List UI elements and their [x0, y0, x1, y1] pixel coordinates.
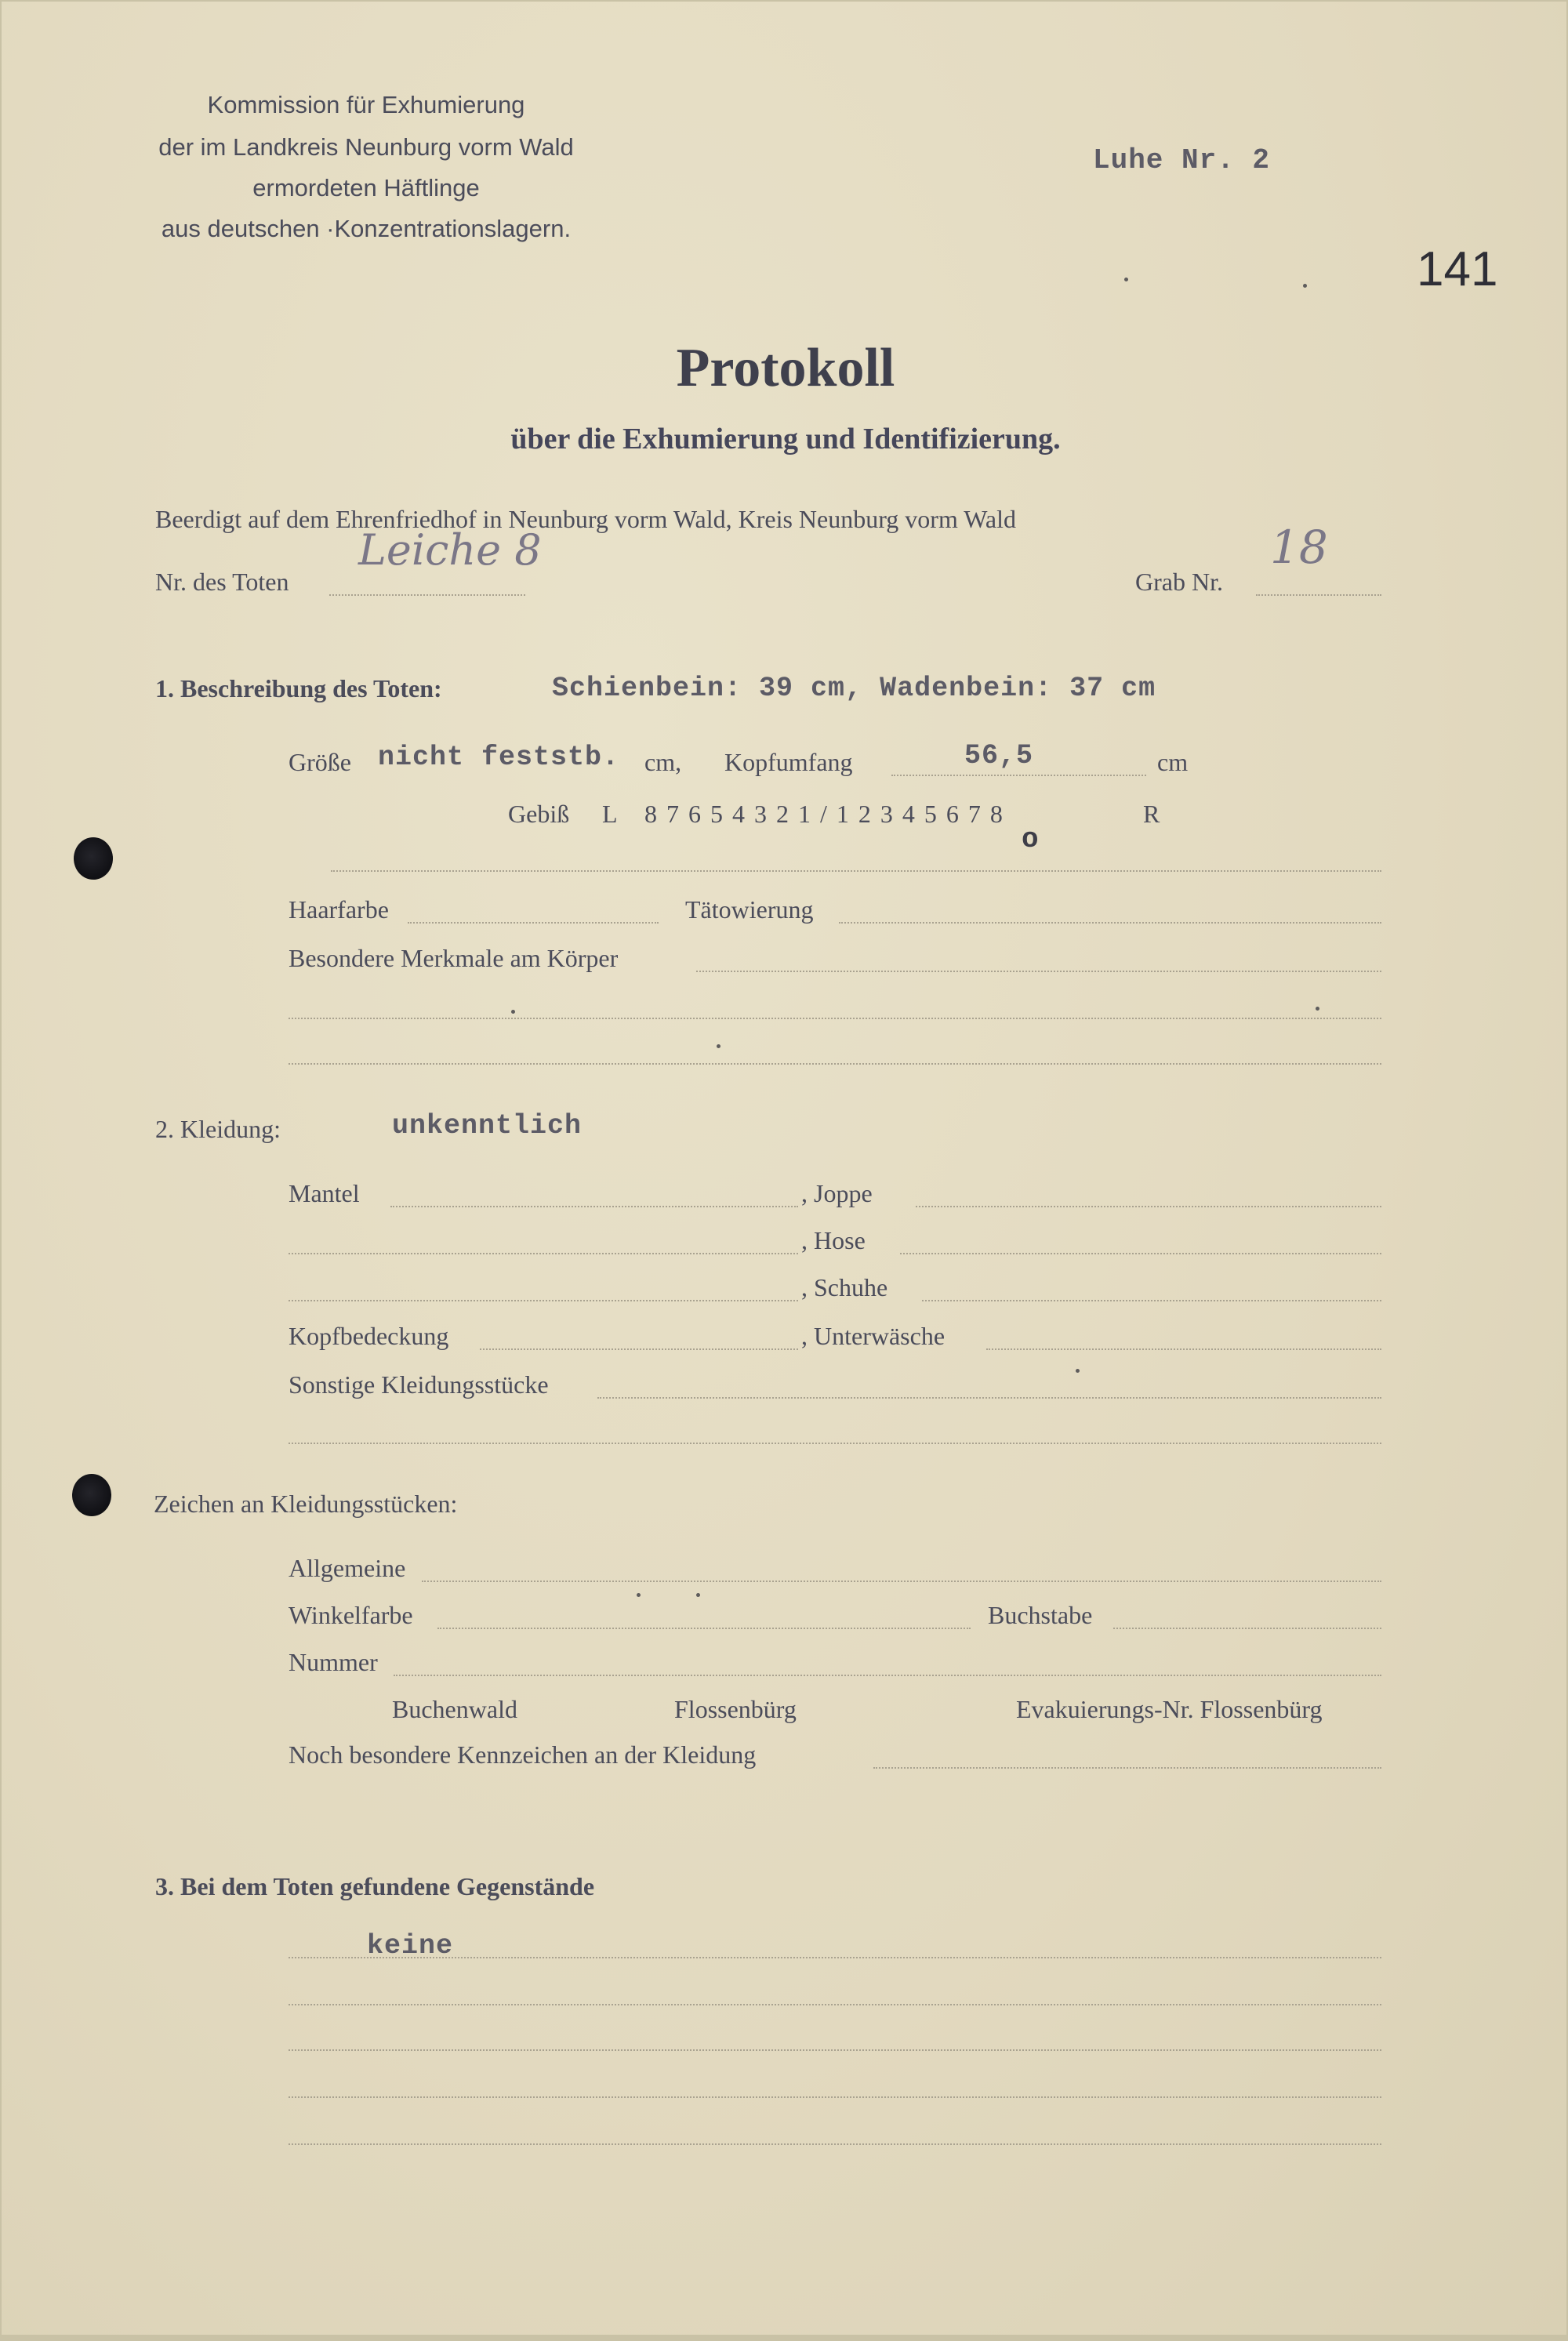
page-subtitle: über die Exhumierung und Identifizierung. [510, 423, 1061, 455]
body-features-line-2 [289, 1018, 1381, 1019]
jacket-line [916, 1206, 1381, 1207]
found-items-value: keine [367, 1930, 454, 1962]
other-marks-line [873, 1767, 1381, 1769]
section2-heading: 2. Kleidung: [155, 1115, 281, 1143]
letter-label: Buchstabe [988, 1601, 1093, 1629]
found-items-line-4 [289, 2096, 1381, 2098]
luhe-number: Luhe Nr. 2 [1093, 144, 1271, 176]
head-circumference-label: Kopfumfang [724, 748, 853, 776]
general-line [422, 1581, 1381, 1582]
trousers-line [900, 1253, 1381, 1254]
triangle-color-line [437, 1628, 971, 1629]
tattoo-line [839, 922, 1381, 924]
found-items-line-3 [289, 2049, 1381, 2051]
body-features-line [696, 971, 1381, 972]
page-number: 141 [1417, 242, 1498, 296]
underwear-label: , Unterwäsche [801, 1322, 946, 1350]
commission-line-4: aus deutschen ·Konzentrationslagern. [161, 215, 572, 242]
underwear-line [986, 1348, 1381, 1350]
section3-heading: 3. Bei dem Toten gefundene Gegenstände [155, 1872, 595, 1900]
number-line [394, 1675, 1381, 1676]
height-unit: cm, [644, 748, 682, 776]
burial-line: Beerdigt auf dem Ehrenfriedhof in Neunburg vorm Wald, Kreis Neunburg vorm Wald [155, 505, 1016, 533]
punch-hole-bottom [72, 1474, 111, 1516]
head-circumference-line [891, 775, 1146, 776]
tattoo-label: Tätowierung [685, 895, 814, 924]
triangle-color-label: Winkelfarbe [289, 1601, 413, 1629]
teeth-left: L [602, 800, 618, 828]
found-items-line-5 [289, 2143, 1381, 2145]
number-label: Nummer [289, 1648, 378, 1676]
teeth-numbers: 8 7 6 5 4 3 2 1 / 1 2 3 4 5 6 7 8 [644, 800, 1003, 828]
other-clothing-label: Sonstige Kleidungsstücke [289, 1370, 549, 1399]
flossenburg-label: Flossenbürg [674, 1695, 797, 1723]
punch-hole-top [74, 837, 113, 880]
teeth-mark: o [1022, 823, 1040, 855]
paper-speck [696, 1593, 700, 1597]
section1-description: Schienbein: 39 cm, Wadenbein: 37 cm [552, 673, 1156, 704]
page-title: Protokoll [676, 338, 895, 398]
headwear-line [480, 1348, 798, 1350]
dead-number-line [329, 594, 525, 596]
section1-heading: 1. Beschreibung des Toten: [155, 674, 442, 702]
paper-speck [1316, 1007, 1319, 1011]
commission-line-2: der im Landkreis Neunburg vorm Wald [158, 133, 574, 161]
body-features-label: Besondere Merkmale am Körper [289, 944, 619, 972]
found-items-line-2 [289, 2004, 1381, 2005]
headwear-label: Kopfbedeckung [289, 1322, 449, 1350]
paper-speck [511, 1010, 515, 1014]
head-circumference-unit: cm [1157, 748, 1189, 776]
teeth-label: Gebiß [508, 800, 570, 828]
head-circumference-value: 56,5 [964, 740, 1034, 771]
dead-number-value: Leiche 8 [358, 525, 542, 575]
paper-speck [1303, 284, 1307, 288]
height-value: nicht feststb. [378, 742, 620, 773]
general-label: Allgemeine [289, 1554, 406, 1582]
hair-color-line [408, 922, 659, 924]
coat-line-3 [289, 1300, 798, 1301]
other-marks-label: Noch besondere Kennzeichen an der Kleidung [289, 1740, 757, 1769]
shoes-line [922, 1300, 1381, 1301]
jacket-label: , Joppe [801, 1179, 873, 1207]
teeth-line [331, 870, 1381, 872]
teeth-right: R [1143, 800, 1160, 828]
grave-number-line [1256, 594, 1381, 596]
coat-label: Mantel [289, 1179, 360, 1207]
grave-number-value: 18 [1270, 521, 1328, 574]
dead-number-label: Nr. des Toten [155, 568, 289, 596]
clothing-value: unkenntlich [392, 1110, 583, 1141]
commission-line-3: ermordeten Häftlinge [252, 174, 480, 201]
coat-line [390, 1206, 798, 1207]
paper-speck [1076, 1369, 1080, 1373]
shoes-label: , Schuhe [801, 1273, 888, 1301]
paper-speck [637, 1593, 641, 1597]
buchenwald-label: Buchenwald [392, 1695, 517, 1723]
hair-color-label: Haarfarbe [289, 895, 389, 924]
grave-number-label: Grab Nr. [1135, 568, 1223, 596]
paper-speck [717, 1044, 720, 1048]
trousers-label: , Hose [801, 1226, 866, 1254]
evacuation-number-label: Evakuierungs-Nr. Flossenbürg [1016, 1695, 1323, 1723]
marks-heading: Zeichen an Kleidungsstücken: [154, 1490, 458, 1518]
paper-speck [1124, 278, 1128, 281]
height-label: Größe [289, 748, 351, 776]
found-items-line-1 [289, 1957, 1381, 1958]
commission-line-1: Kommission für Exhumierung [207, 91, 525, 118]
letter-line [1113, 1628, 1381, 1629]
other-clothing-line-2 [289, 1443, 1381, 1444]
document-page [2, 2, 1566, 2335]
other-clothing-line [597, 1397, 1381, 1399]
coat-line-2 [289, 1253, 798, 1254]
body-features-line-3 [289, 1063, 1381, 1065]
